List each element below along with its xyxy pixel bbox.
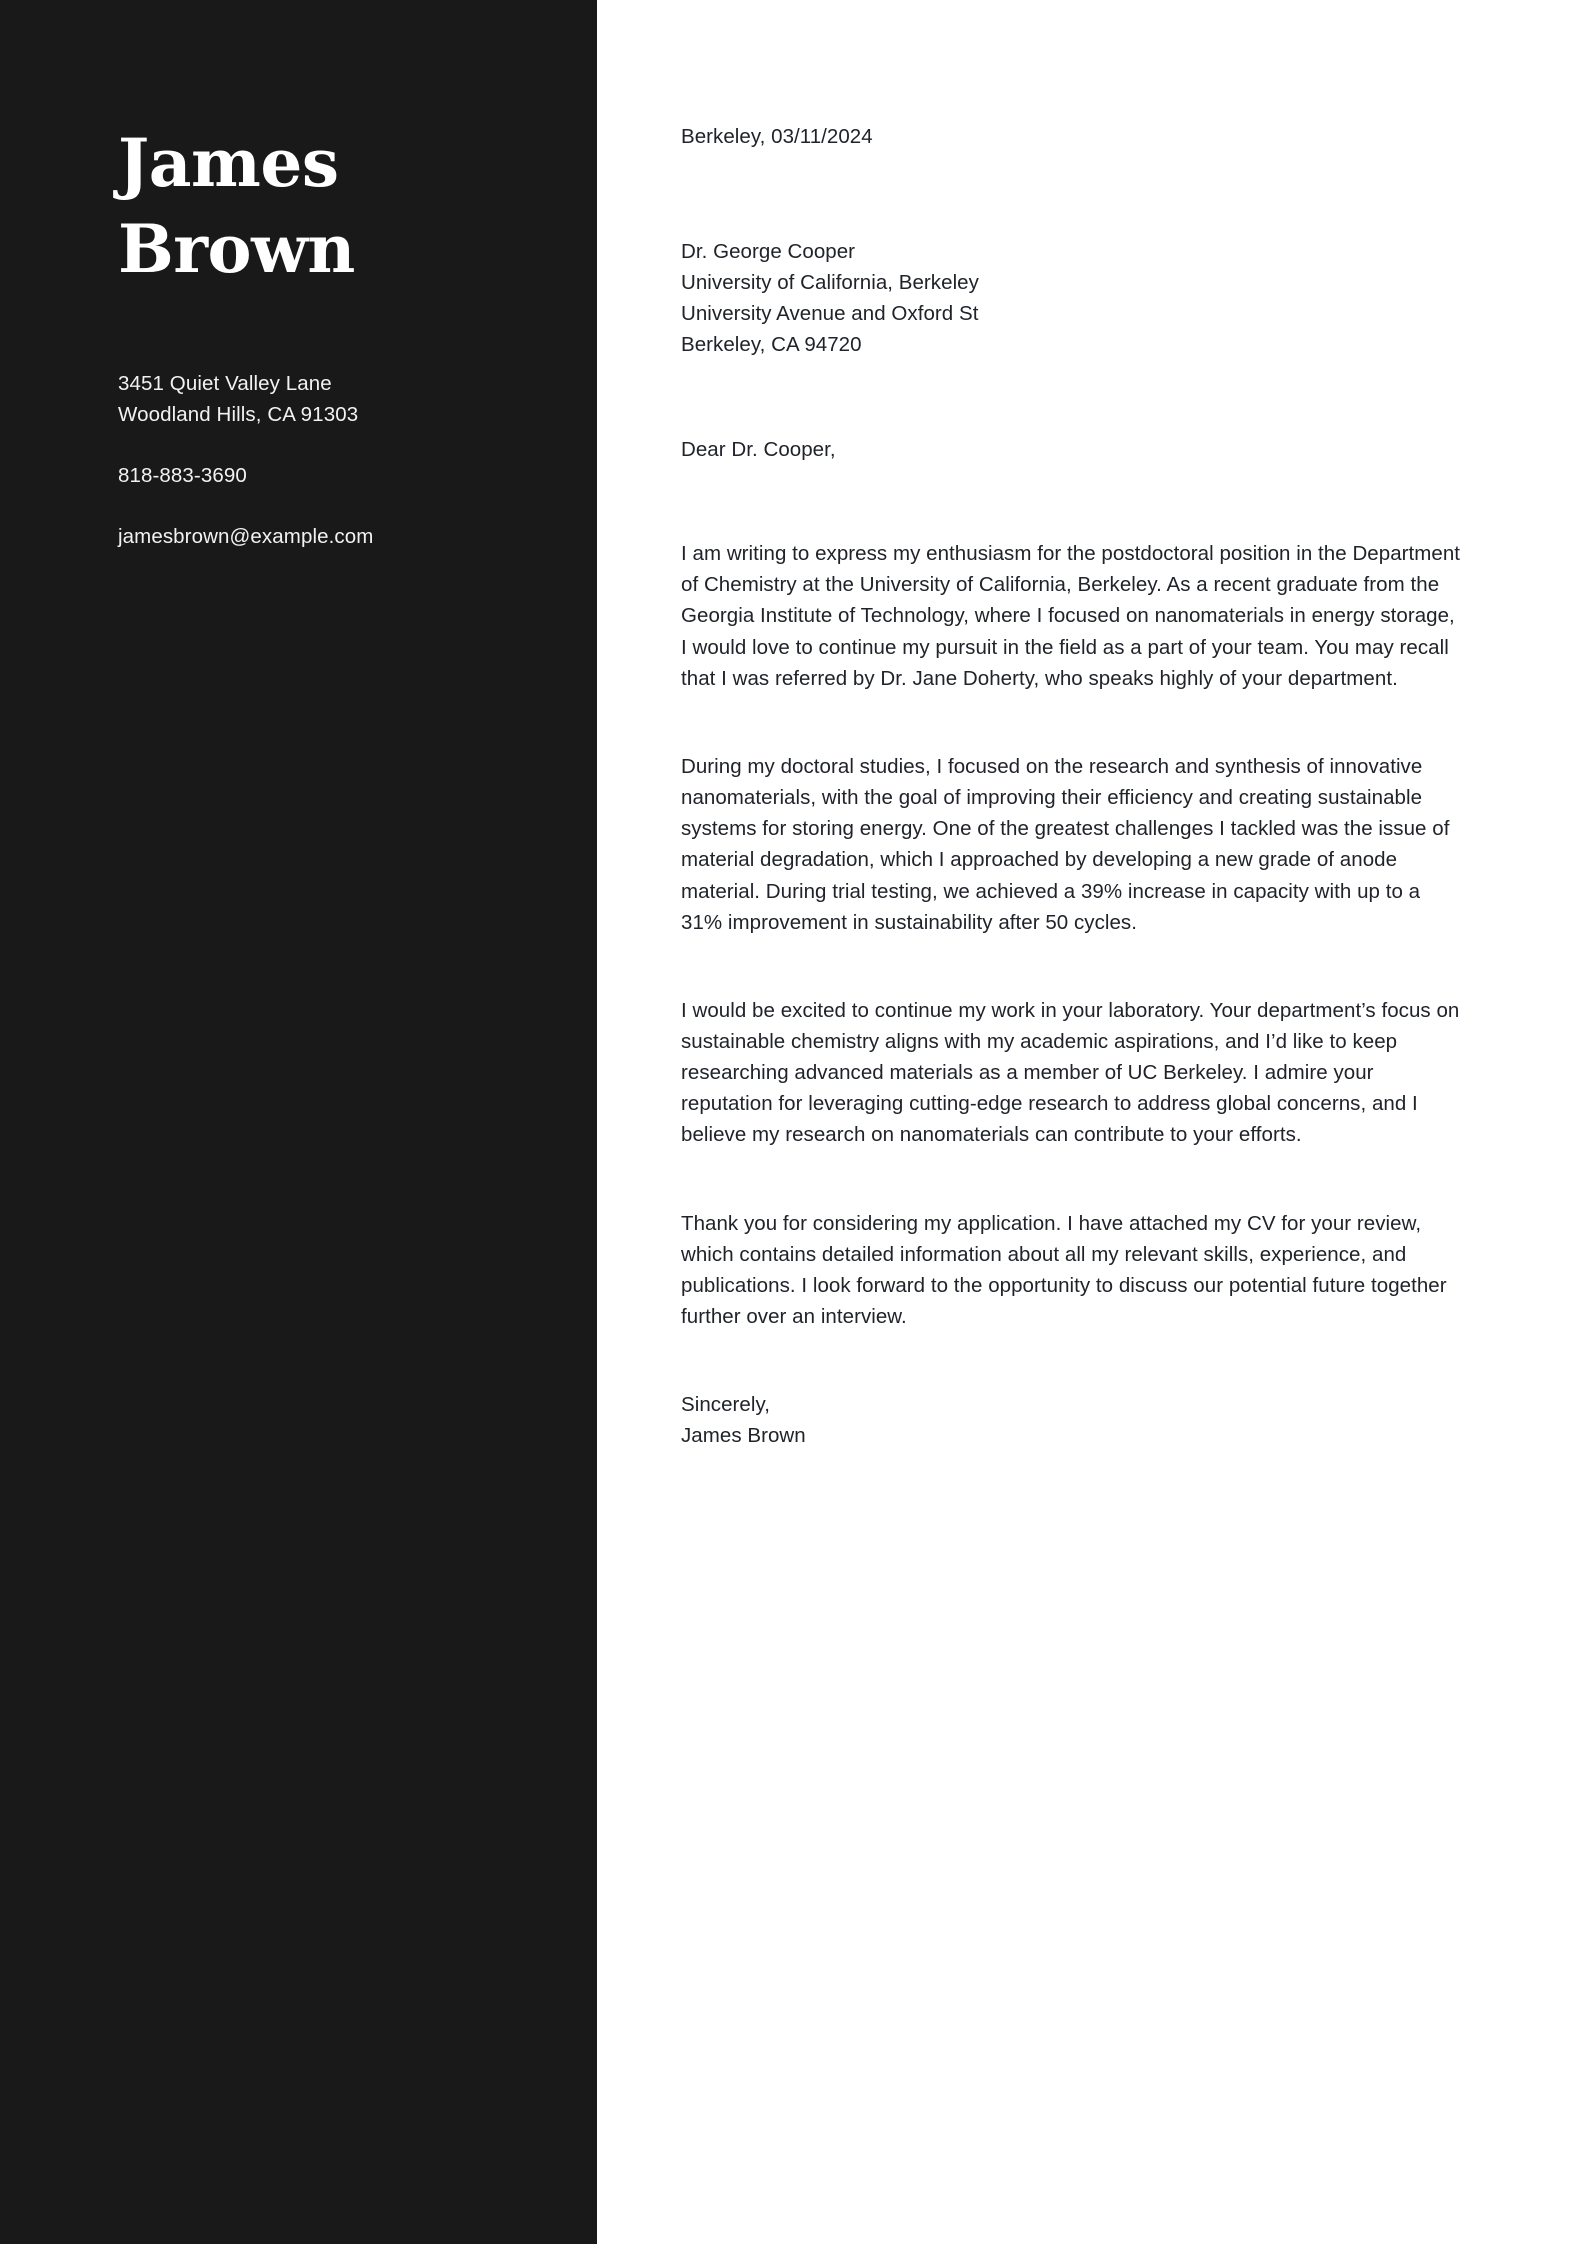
phone-group [118, 460, 518, 491]
salutation: Dear Dr. Cooper, [681, 438, 836, 462]
body-paragraph-3: I would be excited to continue my work in your laboratory. Your department’s focus on sustainable chemistry aligns with my academic aspirations, and I’d like to keep researching advanced materials as a member of UC Berkeley. I admire your reputation for leveraging cutting-edge research to address global concerns, and I believe my research on nanomaterials can contribute to your efforts. [681, 998, 1460, 1147]
body-paragraph-2: During my doctoral studies, I focused on the research and synthesis of innovative nanomaterials, with the goal of improving their efficiency and creating sustainable systems for storing energy. One of the greatest challenges I tackled was the issue of material degradation, which I approached by developing a new grade of anode material. During trial testing, we achieved a 39% increase in capacity with up to a 31% improvement in sustainability after 50 cycles. [681, 754, 1450, 934]
signature-name: James Brown [681, 1424, 806, 1448]
contact-details [118, 368, 518, 553]
candidate-name [118, 124, 478, 288]
recipient-organization: University of California, Berkeley [681, 270, 979, 294]
letter-body [681, 0, 1481, 1452]
sidebar [0, 0, 597, 2244]
date-block [681, 122, 1481, 153]
recipient-name: Dr. George Cooper [681, 239, 856, 263]
candidate-last-name: Brown [118, 210, 355, 288]
email-address[interactable]: jamesbrown@example.com [118, 525, 374, 549]
closing-block [681, 1389, 1481, 1451]
body-paragraph-4: Thank you for considering my application. I have attached my CV for your review, which contains detailed information about all my relevant skills, experience, and publications. I look forward to the opportunity to discuss our potential future together further over an interview. [681, 1211, 1447, 1329]
recipient-city-state-zip: Berkeley, CA 94720 [681, 333, 862, 357]
address-line-2: Woodland Hills, CA 91303 [118, 403, 359, 427]
address-group [118, 368, 518, 430]
body-paragraph-1: I am writing to express my enthusiasm for the postdoctoral position in the Department of Chemistry at the University of California, Berkeley. As a recent graduate from the Georgia Institute of Technology, where I focused on nanomaterials in energy storage, I would love to continue my pursuit in the field as a part of your team. You may recall that I was referred by Dr. Jane Doherty, who speaks highly of your department. [681, 542, 1461, 690]
date-line: Berkeley, 03/11/2024 [681, 125, 873, 148]
address-line-1: 3451 Quiet Valley Lane [118, 372, 332, 395]
salutation-block [681, 435, 1481, 466]
email-group [118, 521, 518, 552]
candidate-first-name: James [118, 124, 339, 202]
valediction: Sincerely, [681, 1393, 770, 1417]
phone-number[interactable]: 818-883-3690 [118, 464, 247, 488]
recipient-street: University Avenue and Oxford St [681, 302, 979, 326]
recipient-block [681, 236, 1481, 361]
